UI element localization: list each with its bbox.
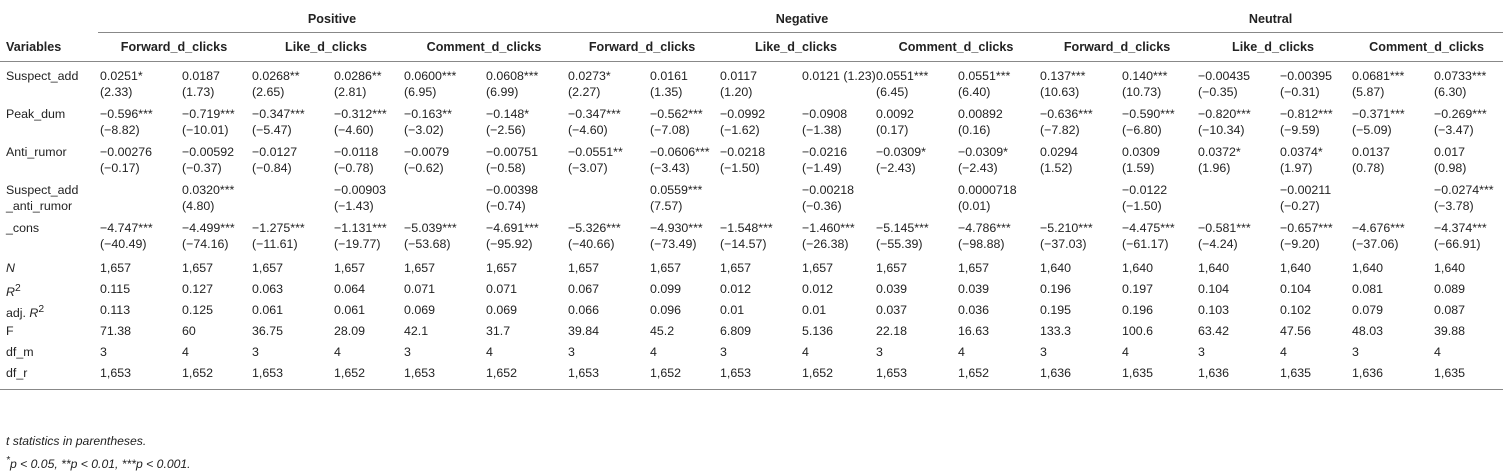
row-label [0, 258, 98, 279]
table-cell: 0.067 [568, 282, 600, 296]
table-cell: 0.195 [1040, 303, 1072, 318]
row-label [0, 279, 98, 300]
table-cell: 0.125 [182, 303, 214, 318]
table-cell: 1,657 [958, 261, 990, 275]
table-cell [1038, 182, 1120, 220]
row-label: Peak_dum [6, 107, 66, 121]
table-cell: −1.460*** (−26.38) [802, 221, 855, 251]
table-row [0, 106, 1503, 144]
table-cell: 0.081 [1352, 282, 1384, 296]
table-cell: −0.581*** (−4.24) [1198, 221, 1251, 251]
table-cell: 133.3 [1040, 324, 1072, 339]
table-cell: 5.136 [802, 324, 834, 339]
table-cell: 3 [252, 345, 259, 360]
table-cell: 45.2 [650, 324, 675, 339]
table-cell: −0.312*** (−4.60) [334, 107, 387, 137]
r-symbol: R [29, 306, 39, 321]
table-cell: 0.0286** (2.81) [334, 69, 382, 99]
table-cell: −0.0309* (−2.43) [958, 145, 1008, 175]
table-row [0, 182, 1503, 220]
table-row [0, 279, 1503, 300]
column-header: Comment_d_clicks [874, 33, 1038, 62]
table-cell: 3 [568, 345, 575, 360]
table-cell: 1,653 [402, 363, 484, 390]
table-cell [402, 182, 484, 220]
table-cell: 71.38 [100, 324, 132, 339]
table-cell: 3 [1040, 345, 1047, 360]
table-cell: 0.196 [1040, 282, 1072, 296]
table-cell: −0.0551** (−3.07) [568, 145, 623, 175]
table-cell: 0.061 [334, 303, 366, 318]
table-cell: 0.00892 (0.16) [958, 107, 1003, 137]
row-label: _cons [6, 221, 40, 235]
table-cell: 0.102 [1280, 303, 1312, 318]
table-cell: 0.064 [334, 282, 366, 296]
table-cell: 42.1 [404, 324, 429, 339]
table-cell: −0.347*** (−5.47) [252, 107, 305, 137]
table-cell: −0.636*** (−7.82) [1040, 107, 1093, 137]
table-cell: −4.747*** (−40.49) [100, 221, 153, 251]
table-cell: 0.103 [1198, 303, 1230, 318]
table-row [0, 220, 1503, 258]
table-cell: −0.0218 (−1.50) [720, 145, 766, 175]
table-cell: −0.00211 (−0.27) [1280, 183, 1332, 213]
table-cell: −0.00435 (−0.35) [1198, 69, 1251, 99]
table-cell: 31.7 [486, 324, 511, 339]
column-header: Comment_d_clicks [1350, 33, 1503, 62]
table-cell: 0.039 [958, 282, 990, 296]
column-header: Like_d_clicks [718, 33, 874, 62]
table-cell: 1,652 [484, 363, 566, 390]
table-cell: −4.676*** (−37.06) [1352, 221, 1405, 251]
table-cell: 28.09 [334, 324, 366, 339]
table-cell: −4.786*** (−98.88) [958, 221, 1011, 251]
table-cell: 0.137*** (10.63) [1040, 69, 1086, 99]
row-label-text: adj. [6, 306, 30, 321]
table-cell: −0.163** (−3.02) [404, 107, 452, 137]
table-cell: 0.0251* (2.33) [100, 69, 143, 99]
table-cell: 1,657 [720, 261, 752, 275]
row-label [0, 300, 98, 321]
table-cell: 48.03 [1352, 324, 1384, 339]
table-cell: 1,657 [568, 261, 600, 275]
table-cell: 60 [182, 324, 196, 339]
row-label: df_m [6, 345, 34, 360]
table-cell: 39.84 [568, 324, 600, 339]
table-cell: 0.0559*** (7.57) [650, 183, 703, 213]
table-cell: 1,640 [1280, 261, 1312, 275]
table-cell: −0.269*** (−3.47) [1434, 107, 1487, 137]
table-cell: −0.0274*** (−3.78) [1434, 183, 1494, 213]
table-cell: 0.0733*** (6.30) [1434, 69, 1487, 99]
table-cell: −0.0127 (−0.84) [252, 145, 298, 175]
column-header: Like_d_clicks [1196, 33, 1350, 62]
table-cell: 0.012 [802, 282, 834, 296]
table-cell: −0.596*** (−8.82) [100, 107, 153, 137]
table-cell: 0.079 [1352, 303, 1384, 318]
table-cell: 0.0121 (1.23) [802, 69, 876, 83]
table-cell: −0.0079 (−0.62) [404, 145, 450, 175]
table-cell: 1,636 [1350, 363, 1432, 390]
table-cell: 0.0187 (1.73) [182, 69, 220, 99]
table-cell: −0.562*** (−7.08) [650, 107, 703, 137]
table-cell: 0.140*** (10.73) [1122, 69, 1168, 99]
group-header-positive: Positive [98, 6, 566, 33]
table-cell: 39.88 [1434, 324, 1466, 339]
table-cell: 1,657 [182, 261, 214, 275]
table-cell: 1,653 [718, 363, 800, 390]
table-cell: 0.0268** (2.65) [252, 69, 300, 99]
table-cell: 4 [650, 345, 657, 360]
table-cell: 0.196 [1122, 303, 1154, 318]
superscript-2: 2 [38, 304, 45, 316]
table-cell: 0.099 [650, 282, 682, 296]
table-cell: 4 [1122, 345, 1129, 360]
table-cell: 1,652 [648, 363, 718, 390]
table-cell: 1,657 [486, 261, 518, 275]
table-cell: 0.0372* (1.96) [1198, 145, 1241, 175]
table-cell: 3 [1198, 345, 1205, 360]
table-cell: −0.00751 (−0.58) [486, 145, 539, 175]
table-cell: 100.6 [1122, 324, 1154, 339]
column-header: Forward_d_clicks [1038, 33, 1196, 62]
p-threshold: < 0.05, ** [16, 457, 71, 472]
table-cell: 63.42 [1198, 324, 1230, 339]
table-cell: 0.197 [1122, 282, 1154, 296]
table-cell: 0.0161 (1.35) [650, 69, 688, 99]
row-label: F [6, 324, 14, 339]
table-cell: 1,652 [956, 363, 1038, 390]
table-cell: 1,653 [98, 363, 180, 390]
table-cell: 4 [1280, 345, 1287, 360]
table-row [0, 300, 1503, 321]
row-label-text: R [6, 285, 15, 300]
table-cell: 1,635 [1120, 363, 1196, 390]
column-header-row [0, 33, 1503, 62]
table-cell: 1,657 [100, 261, 132, 275]
table-cell: 0.0600*** (6.95) [404, 69, 457, 99]
table-cell: 1,640 [1434, 261, 1466, 275]
table-cell: 0.071 [404, 282, 436, 296]
table-cell: −0.00395 (−0.31) [1280, 69, 1333, 99]
table-cell: −1.275*** (−11.61) [252, 221, 305, 251]
table-cell [566, 182, 648, 220]
table-cell: 0.066 [568, 303, 600, 318]
table-cell [718, 182, 800, 220]
table-cell: 1,640 [1352, 261, 1384, 275]
table-cell: 1,640 [1198, 261, 1230, 275]
table-cell: 0.063 [252, 282, 284, 296]
table-cell: −0.590*** (−6.80) [1122, 107, 1175, 137]
table-cell: −0.0118 (−0.78) [334, 145, 379, 175]
p-symbol: p [136, 457, 143, 472]
table-cell [1350, 182, 1432, 220]
column-header: Forward_d_clicks [98, 33, 250, 62]
group-header-negative: Negative [566, 6, 1038, 33]
table-cell: 0.0309 (1.59) [1122, 145, 1160, 175]
p-threshold: < 0.001. [142, 457, 191, 472]
regression-table [0, 6, 1503, 390]
table-cell: 0.012 [720, 282, 752, 296]
blank-header-cell [0, 6, 98, 33]
column-header: Comment_d_clicks [402, 33, 566, 62]
table-cell: 0.104 [1198, 282, 1230, 296]
table-body [0, 62, 1503, 390]
table-cell: 0.089 [1434, 282, 1466, 296]
table-cell: −5.210*** (−37.03) [1040, 221, 1093, 251]
table-cell: 1,653 [250, 363, 332, 390]
table-cell: 1,640 [1040, 261, 1072, 275]
table-cell: 1,635 [1432, 363, 1503, 390]
star-mark: * [6, 455, 10, 466]
table-cell: −0.0309* (−2.43) [876, 145, 926, 175]
table-cell: −4.930*** (−73.49) [650, 221, 703, 251]
table-cell: −0.00903 (−1.43) [334, 183, 387, 213]
table-cell: −0.812*** (−9.59) [1280, 107, 1333, 137]
table-cell: 0.0320*** (4.80) [182, 183, 235, 213]
table-cell: 0.127 [182, 282, 214, 296]
group-header-row [0, 6, 1503, 33]
table-cell: 1,635 [1278, 363, 1350, 390]
table-cell: 0.036 [958, 303, 990, 318]
table-cell: 0.104 [1280, 282, 1312, 296]
table-cell: −0.820*** (−10.34) [1198, 107, 1251, 137]
table-cell: 0.017 (0.98) [1434, 145, 1467, 175]
row-label-text: N [6, 261, 15, 275]
table-cell: 1,640 [1122, 261, 1154, 275]
table-cell: −5.145*** (−55.39) [876, 221, 929, 251]
table-cell: 3 [1352, 345, 1359, 360]
table-cell: 1,657 [876, 261, 908, 275]
table-cell: −4.475*** (−61.17) [1122, 221, 1175, 251]
table-cell: −0.0216 (−1.49) [802, 145, 848, 175]
table-cell: 0.0137 (0.78) [1352, 145, 1390, 175]
table-cell [874, 182, 956, 220]
table-cell: 1,636 [1196, 363, 1278, 390]
table-cell: 0.0273* (2.27) [568, 69, 611, 99]
table-cell: 1,653 [566, 363, 648, 390]
table-cell: −0.0122 (−1.50) [1122, 183, 1168, 213]
table-cell: 3 [100, 345, 107, 360]
table-cell: 0.096 [650, 303, 682, 318]
p-symbol: p [9, 457, 17, 472]
table-cell: −0.148* (−2.56) [486, 107, 530, 137]
table-cell: 0.01 [720, 303, 745, 318]
table-cell: −0.00592 (−0.37) [182, 145, 235, 175]
table-cell: −0.00218 (−0.36) [802, 183, 855, 213]
table-cell: 0.115 [100, 282, 131, 296]
table-cell: 1,657 [802, 261, 834, 275]
table-cell: 0.0608*** (6.99) [486, 69, 539, 99]
table-row [0, 144, 1503, 182]
table-cell: 4 [802, 345, 809, 360]
table-row [0, 342, 1503, 363]
table-cell: 0.01 [802, 303, 827, 318]
table-cell: 0.071 [486, 282, 518, 296]
table-cell: 0.069 [486, 303, 518, 318]
table-cell: 0.0374* (1.97) [1280, 145, 1323, 175]
table-cell: −4.499*** (−74.16) [182, 221, 235, 251]
table-cell: 0.037 [876, 303, 908, 318]
table-cell: 0.113 [100, 303, 131, 318]
table-cell: 0.087 [1434, 303, 1466, 318]
table-cell [250, 182, 332, 220]
table-cell: 1,657 [650, 261, 682, 275]
group-header-neutral: Neutral [1038, 6, 1503, 33]
table-cell [98, 182, 180, 220]
table-cell: −0.657*** (−9.20) [1280, 221, 1333, 251]
row-label: Suspect_add _anti_rumor [6, 183, 79, 213]
table-cell: 22.18 [876, 324, 908, 339]
table-cell: 3 [876, 345, 883, 360]
table-cell: 4 [334, 345, 341, 360]
table-cell: 1,657 [404, 261, 436, 275]
table-cell: 1,653 [874, 363, 956, 390]
table-cell: 3 [720, 345, 727, 360]
table-cell: −0.0606*** (−3.43) [650, 145, 710, 175]
table-cell: 0.039 [876, 282, 908, 296]
table-cell: 4 [182, 345, 189, 360]
table-cell: 1,657 [252, 261, 284, 275]
table-cell: −0.0992 (−1.62) [720, 107, 766, 137]
table-cell: 4 [486, 345, 493, 360]
table-cell: 16.63 [958, 324, 990, 339]
row-label: Anti_rumor [6, 145, 67, 159]
table-cell: −4.374*** (−66.91) [1434, 221, 1487, 251]
table-cell: −0.00276 (−0.17) [100, 145, 153, 175]
table-cell: 6.809 [720, 324, 752, 339]
table-row [0, 363, 1503, 390]
table-cell: 0.0092 (0.17) [876, 107, 914, 137]
superscript-2: 2 [14, 283, 21, 294]
table-cell: 0.0294 (1.52) [1040, 145, 1078, 175]
note-t-statistics: t statistics in parentheses. [6, 434, 147, 448]
column-header: Like_d_clicks [250, 33, 402, 62]
note-p-values [6, 453, 191, 472]
table-cell [1196, 182, 1278, 220]
table-cell: 0.0000718 (0.01) [958, 183, 1017, 213]
variables-header: Variables [0, 33, 98, 62]
table-cell: −0.371*** (−5.09) [1352, 107, 1405, 137]
table-cell: 36.75 [252, 324, 284, 339]
table-cell: −0.00398 (−0.74) [486, 183, 539, 213]
table-cell: −5.039*** (−53.68) [404, 221, 457, 251]
row-label: Suspect_add [6, 69, 79, 83]
column-header: Forward_d_clicks [566, 33, 718, 62]
table-cell: 0.0117 (1.20) [720, 69, 757, 99]
table-cell: 1,657 [334, 261, 366, 275]
table-cell: 3 [404, 345, 411, 360]
table-cell: −5.326*** (−40.66) [568, 221, 621, 251]
table-cell: 1,636 [1038, 363, 1120, 390]
table-cell: −1.548*** (−14.57) [720, 221, 773, 251]
p-symbol: p [70, 457, 78, 472]
table-cell: 1,652 [800, 363, 874, 390]
table-cell: −1.131*** (−19.77) [334, 221, 387, 251]
table-cell: 0.0551*** (6.45) [876, 69, 929, 99]
table-cell: 1,652 [180, 363, 250, 390]
table-cell: 0.061 [252, 303, 284, 318]
table-cell: 0.0681*** (5.87) [1352, 69, 1405, 99]
table-cell: −4.691*** (−95.92) [486, 221, 539, 251]
table-cell: 0.069 [404, 303, 436, 318]
table-cell: −0.347*** (−4.60) [568, 107, 621, 137]
table-row [0, 258, 1503, 279]
table-row [0, 68, 1503, 106]
table-cell: −0.0908 (−1.38) [802, 107, 848, 137]
table-cell: 4 [1434, 345, 1441, 360]
table-cell: 0.0551*** (6.40) [958, 69, 1011, 99]
p-threshold: < 0.01, *** [77, 457, 137, 472]
table-cell: 47.56 [1280, 324, 1312, 339]
table-cell: 1,652 [332, 363, 402, 390]
row-label: df_r [0, 363, 98, 390]
table-row [0, 321, 1503, 342]
table-cell: 4 [958, 345, 965, 360]
table-cell: −0.719*** (−10.01) [182, 107, 235, 137]
